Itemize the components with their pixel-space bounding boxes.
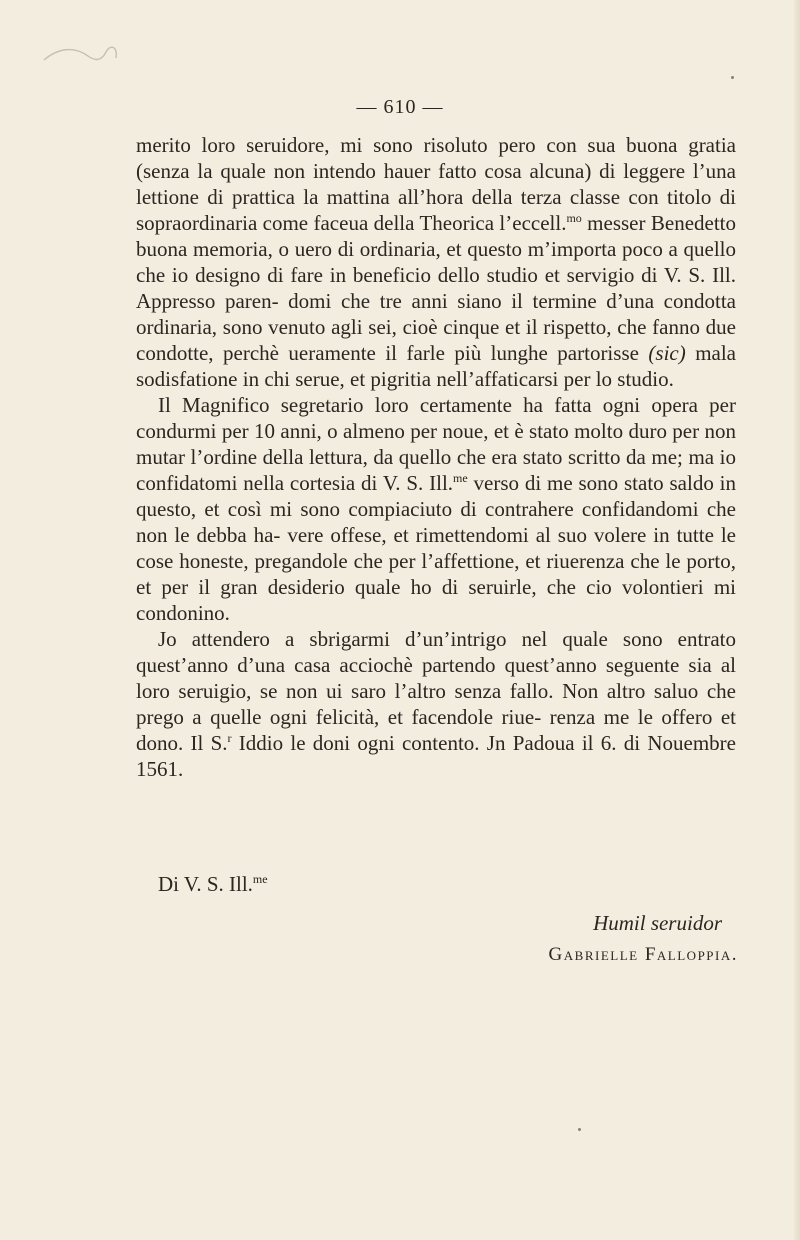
paragraph: [136, 392, 736, 626]
paragraph-text: verso di me sono stato saldo in questo, et così mi sono compiaciuto di contrahere confidandomi che non le debba ha- vere offese, et rimettendomi al suo volere in tutte le cose honeste, pregandole che per l’affettione, et riuerenza che le porto, et per il gran desiderio quale ho di seruirle, che cio volontieri mi condonino.: [136, 471, 736, 625]
salutation-superscript: me: [252, 872, 268, 886]
paragraph-text: merito loro seruidore, mi sono risoluto pero con sua buona gratia (senza la quale non intendo hauer fatto cosa alcuna) di leggere l’una lettione di prattica la mattina all’hora della terza classe con titolo di sopraordinaria come faceua della Theorica l’eccell.: [136, 133, 736, 235]
paragraph-text: Jo attendero a sbrigarmi d’un’intrigo nel quale sono entrato quest’anno d’una casa acciochè partendo quest’anno seguente sia al loro seruigio, se non ui saro l’altro senza fallo. Non altro saluo che prego a quelle ogni felicità, et facendole riue- renza me le offero et dono. Il S.: [136, 627, 736, 755]
ink-smudge-mark: [40, 38, 122, 68]
salutation-text: Di V. S. Ill.: [158, 872, 253, 896]
page-number: — 610 —: [356, 96, 444, 118]
letter-body: [136, 132, 736, 782]
superscript-abbreviation: mo: [566, 211, 582, 225]
paragraph: [136, 132, 736, 392]
paper-speck: [578, 1128, 581, 1131]
paragraph-text: Iddio le doni ogni contento. Jn Padoua il 6. di Nouembre 1561.: [136, 731, 736, 781]
paragraph-text: mala sodisfatione in chi serue, et pigritia nell’affaticarsi per lo studio.: [136, 341, 737, 391]
superscript-abbreviation: me: [453, 471, 468, 485]
paper-speck: [731, 76, 734, 79]
superscript-abbreviation: r: [227, 731, 232, 745]
closing-phrase: Humil seruidor: [593, 911, 722, 935]
signature: Gabrielle Falloppia.: [548, 944, 738, 965]
paragraph-text: messer Benedetto buona memoria, o uero di ordinaria, et questo m’importa poco a quello che io designo di fare in beneficio dello studio et servigio di V. S. Ill. Appresso paren- domi che tre anni siano il termine d’una condotta ordinaria, sono venuto agli sei, cioè cinque et il rispetto, che fanno due condotte, perchè ueramente il farle più lunghe partorisse: [136, 211, 737, 365]
paragraph: [136, 626, 736, 782]
salutation: [158, 871, 268, 897]
paragraph-text: Il Magnifico segretario loro certamente ha fatta ogni opera per condurmi per 10 anni, o almeno per noue, et è stato molto duro per non mutar l’ordine della lettura, da quello che era stato scritto da me; ma io confidatomi nella cortesia di V. S. Ill.: [136, 393, 736, 495]
page-edge: [794, 0, 800, 1240]
editorial-note: (sic): [648, 341, 686, 365]
